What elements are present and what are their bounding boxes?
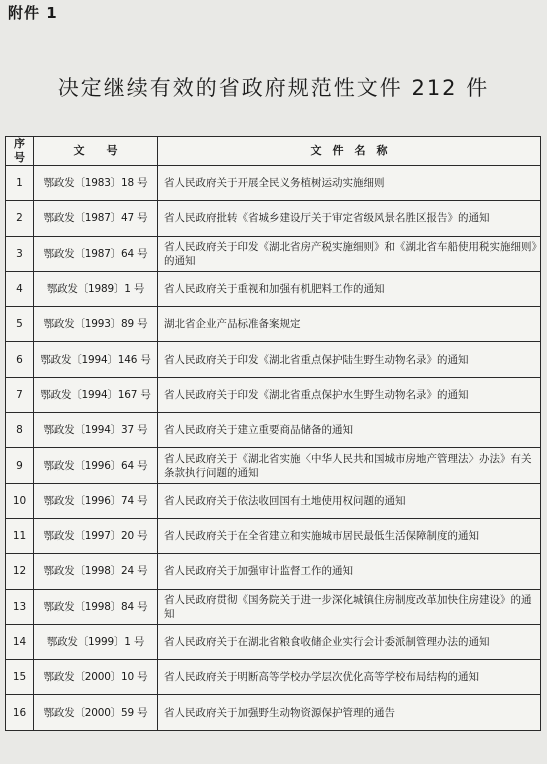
document-number: 鄂政发〔1983〕18 号 — [34, 166, 158, 201]
document-title-cell: 省人民政府关于《湖北省实施〈中华人民共和国城市房地产管理法〉办法》有关条款执行问题的通知 — [158, 448, 541, 483]
document-number: 鄂政发〔1996〕74 号 — [34, 483, 158, 518]
document-title-cell: 省人民政府关于建立重要商品储备的通知 — [158, 413, 541, 448]
table-row — [6, 236, 541, 271]
attachment-label: 附件 1 — [8, 4, 58, 22]
header-doc-no: 文 号 — [34, 137, 158, 166]
document-number: 鄂政发〔1987〕47 号 — [34, 201, 158, 236]
document-title-cell: 省人民政府贯彻《国务院关于进一步深化城镇住房制度改革加快住房建设》的通知 — [158, 589, 541, 624]
row-number: 2 — [6, 201, 34, 236]
table-row — [6, 695, 541, 730]
document-number: 鄂政发〔1997〕20 号 — [34, 518, 158, 553]
document-number: 鄂政发〔1998〕84 号 — [34, 589, 158, 624]
document-number: 鄂政发〔1999〕1 号 — [34, 624, 158, 659]
row-number: 7 — [6, 377, 34, 412]
table-row — [6, 342, 541, 377]
table-row — [6, 307, 541, 342]
row-number: 1 — [6, 166, 34, 201]
document-title-cell: 省人民政府关于在湖北省粮食收储企业实行会计委派制管理办法的通知 — [158, 624, 541, 659]
document-number: 鄂政发〔1989〕1 号 — [34, 271, 158, 306]
document-title-cell: 省人民政府关于印发《湖北省重点保护陆生野生动物名录》的通知 — [158, 342, 541, 377]
document-number: 鄂政发〔2000〕10 号 — [34, 660, 158, 695]
document-number: 鄂政发〔1994〕167 号 — [34, 377, 158, 412]
header-title: 文 件 名 称 — [158, 137, 541, 166]
document-number: 鄂政发〔2000〕59 号 — [34, 695, 158, 730]
document-title-cell: 省人民政府关于印发《湖北省房产税实施细则》和《湖北省车船使用税实施细则》的通知 — [158, 236, 541, 271]
document-title: 决定继续有效的省政府规范性文件 212 件 — [57, 76, 490, 100]
row-number: 11 — [6, 518, 34, 553]
row-number: 16 — [6, 695, 34, 730]
row-number: 10 — [6, 483, 34, 518]
header-no: 序号 — [6, 137, 34, 166]
table-row — [6, 166, 541, 201]
table-row — [6, 483, 541, 518]
document-title-cell: 省人民政府关于重视和加强有机肥料工作的通知 — [158, 271, 541, 306]
document-number: 鄂政发〔1994〕37 号 — [34, 413, 158, 448]
document-number: 鄂政发〔1993〕89 号 — [34, 307, 158, 342]
document-title-cell: 湖北省企业产品标准备案规定 — [158, 307, 541, 342]
document-number: 鄂政发〔1987〕64 号 — [34, 236, 158, 271]
row-number: 13 — [6, 589, 34, 624]
document-number: 鄂政发〔1994〕146 号 — [34, 342, 158, 377]
table-header-row — [6, 137, 541, 166]
table-body — [6, 166, 541, 731]
row-number: 5 — [6, 307, 34, 342]
row-number: 4 — [6, 271, 34, 306]
document-title-cell: 省人民政府关于印发《湖北省重点保护水生野生动物名录》的通知 — [158, 377, 541, 412]
documents-table — [5, 136, 541, 731]
document-number: 鄂政发〔1998〕24 号 — [34, 554, 158, 589]
table-row — [6, 413, 541, 448]
row-number: 8 — [6, 413, 34, 448]
table-row — [6, 518, 541, 553]
document-title-cell: 省人民政府批转《省城乡建设厅关于审定省级风景名胜区报告》的通知 — [158, 201, 541, 236]
table-row — [6, 624, 541, 659]
document-title-cell: 省人民政府关于在全省建立和实施城市居民最低生活保障制度的通知 — [158, 518, 541, 553]
row-number: 6 — [6, 342, 34, 377]
table-row — [6, 271, 541, 306]
table-row — [6, 660, 541, 695]
document-number: 鄂政发〔1996〕64 号 — [34, 448, 158, 483]
table-row — [6, 448, 541, 483]
document-title-cell: 省人民政府关于加强审计监督工作的通知 — [158, 554, 541, 589]
row-number: 9 — [6, 448, 34, 483]
document-title-cell: 省人民政府关于明断高等学校办学层次优化高等学校布局结构的通知 — [158, 660, 541, 695]
document-title-cell: 省人民政府关于依法收回国有土地使用权问题的通知 — [158, 483, 541, 518]
row-number: 15 — [6, 660, 34, 695]
document-title-cell: 省人民政府关于加强野生动物资源保护管理的通告 — [158, 695, 541, 730]
table-row — [6, 554, 541, 589]
table-row — [6, 589, 541, 624]
row-number: 3 — [6, 236, 34, 271]
row-number: 14 — [6, 624, 34, 659]
table-row — [6, 377, 541, 412]
table-row — [6, 201, 541, 236]
document-title-cell: 省人民政府关于开展全民义务植树运动实施细则 — [158, 166, 541, 201]
row-number: 12 — [6, 554, 34, 589]
